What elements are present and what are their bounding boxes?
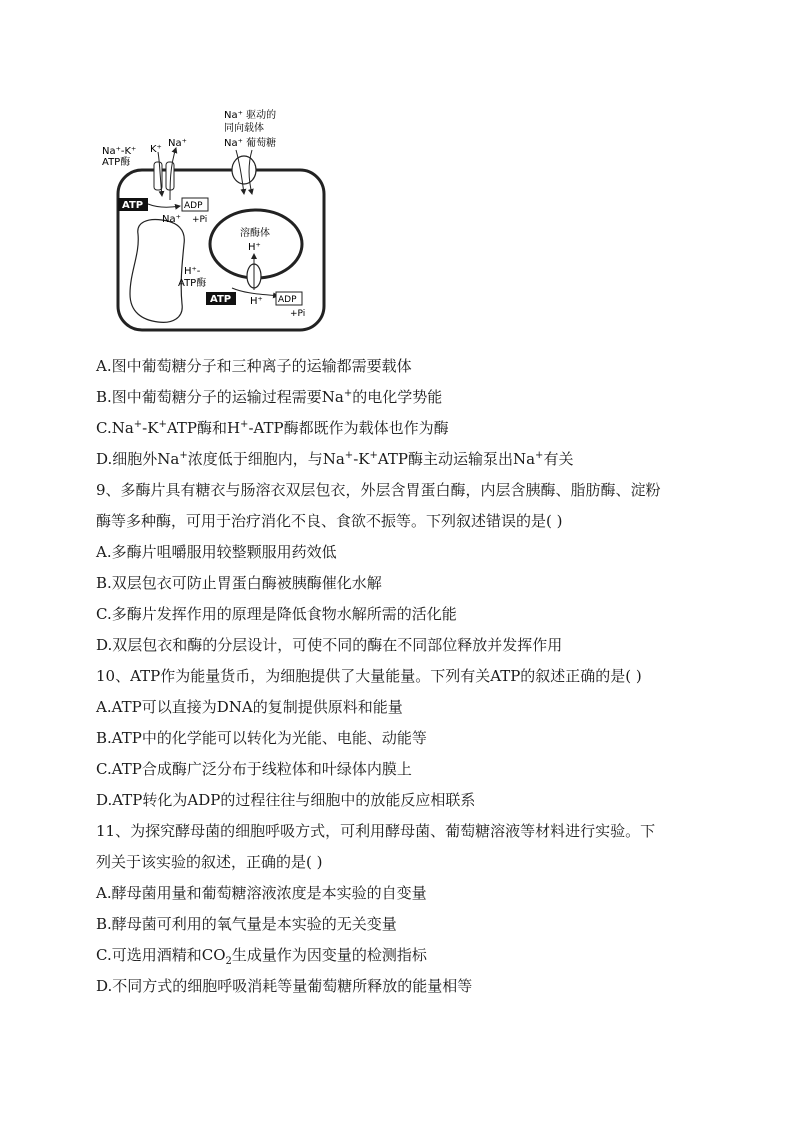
q8-option-a: A.图中葡萄糖分子和三种离子的运输都需要载体 — [96, 357, 412, 375]
label-lysosome: 溶酶体 — [240, 228, 270, 239]
label-na-k: Na⁺-K⁺ — [102, 146, 137, 157]
label-adp-2: ADP — [278, 295, 297, 305]
label-h-ion-outside: H⁺ — [250, 296, 263, 307]
label-atp-2: ATP — [210, 294, 232, 305]
atp-to-adp-arrow-2 — [232, 288, 278, 296]
cell-transport-diagram — [96, 104, 336, 336]
label-na-glucose: Na⁺ 葡萄糖 — [224, 138, 277, 149]
q8-option-c: C.Na+-K+ATP酶和H+-ATP酶都既作为载体也作为酶 — [96, 419, 449, 437]
q10-option-c: C.ATP合成酶广泛分布于线粒体和叶绿体内膜上 — [96, 760, 412, 778]
label-atpase: ATP酶 — [102, 157, 131, 168]
q9-option-c: C.多酶片发挥作用的原理是降低食物水解所需的活化能 — [96, 605, 457, 623]
label-pi-1: +Pi — [192, 215, 208, 225]
q11-stem-line-1: 11、为探究酵母菌的细胞呼吸方式，可利用酵母菌、葡萄糖溶液等材料进行实验。下 — [96, 822, 656, 840]
q11-stem-line-2: 列关于该实验的叙述，正确的是( ) — [96, 853, 323, 871]
symporter-shape — [232, 156, 256, 184]
label-k-ion: K⁺ — [150, 144, 162, 155]
q9-option-a: A.多酶片咀嚼服用较整颗服用药效低 — [96, 543, 337, 561]
q9-stem-line-2: 酶等多种酶，可用于治疗消化不良、食欲不振等。下列叙述错误的是( ) — [96, 512, 563, 530]
atp-to-adp-arrow — [148, 204, 180, 207]
cell-transport-svg — [96, 104, 336, 336]
label-na-ion-bottom: Na⁺ — [162, 214, 181, 225]
label-h-atpase-2: ATP酶 — [178, 278, 207, 289]
q9-option-d: D.双层包衣和酶的分层设计，可使不同的酶在不同部位释放并发挥作用 — [96, 636, 563, 654]
label-adp-1: ADP — [184, 201, 203, 211]
vacuole-shape — [130, 220, 184, 323]
q10-stem: 10、ATP作为能量货币，为细胞提供了大量能量。下列有关ATP的叙述正确的是( ) — [96, 667, 642, 685]
label-h-atpase-1: H⁺- — [184, 266, 201, 277]
q9-option-b: B.双层包衣可防止胃蛋白酶被胰酶催化水解 — [96, 574, 382, 592]
q11-option-a: A.酵母菌用量和葡萄糖溶液浓度是本实验的自变量 — [96, 884, 427, 902]
label-pi-2: +Pi — [290, 309, 306, 319]
q10-option-a: A.ATP可以直接为DNA的复制提供原料和能量 — [96, 698, 403, 716]
label-h-ion-inside: H⁺ — [248, 242, 261, 253]
q8-option-b: B.图中葡萄糖分子的运输过程需要Na+的电化学势能 — [96, 388, 443, 406]
q9-stem-line-1: 9、多酶片具有糖衣与肠溶衣双层包衣，外层含胃蛋白酶，内层含胰酶、脂肪酶、淀粉 — [96, 481, 661, 499]
label-na-ion-top: Na⁺ — [168, 138, 187, 149]
q10-option-d: D.ATP转化为ADP的过程往往与细胞中的放能反应相联系 — [96, 791, 476, 809]
label-atp-1: ATP — [122, 200, 144, 211]
label-na-driven: Na⁺ 驱动的 — [224, 110, 277, 121]
q8-option-d: D.细胞外Na+浓度低于细胞内，与Na+-K+ATP酶主动运输泵出Na+有关 — [96, 450, 574, 468]
label-symporter: 同向载体 — [224, 123, 264, 134]
q10-option-b: B.ATP中的化学能可以转化为光能、电能、动能等 — [96, 729, 427, 747]
q11-option-d: D.不同方式的细胞呼吸消耗等量葡萄糖所释放的能量相等 — [96, 977, 473, 995]
cell-membrane — [118, 170, 324, 330]
q11-option-c: C.可选用酒精和$CO_2$生成量作为因变量的检测指标 — [96, 946, 427, 967]
q11-option-b: B.酵母菌可利用的氧气量是本实验的无关变量 — [96, 915, 397, 933]
